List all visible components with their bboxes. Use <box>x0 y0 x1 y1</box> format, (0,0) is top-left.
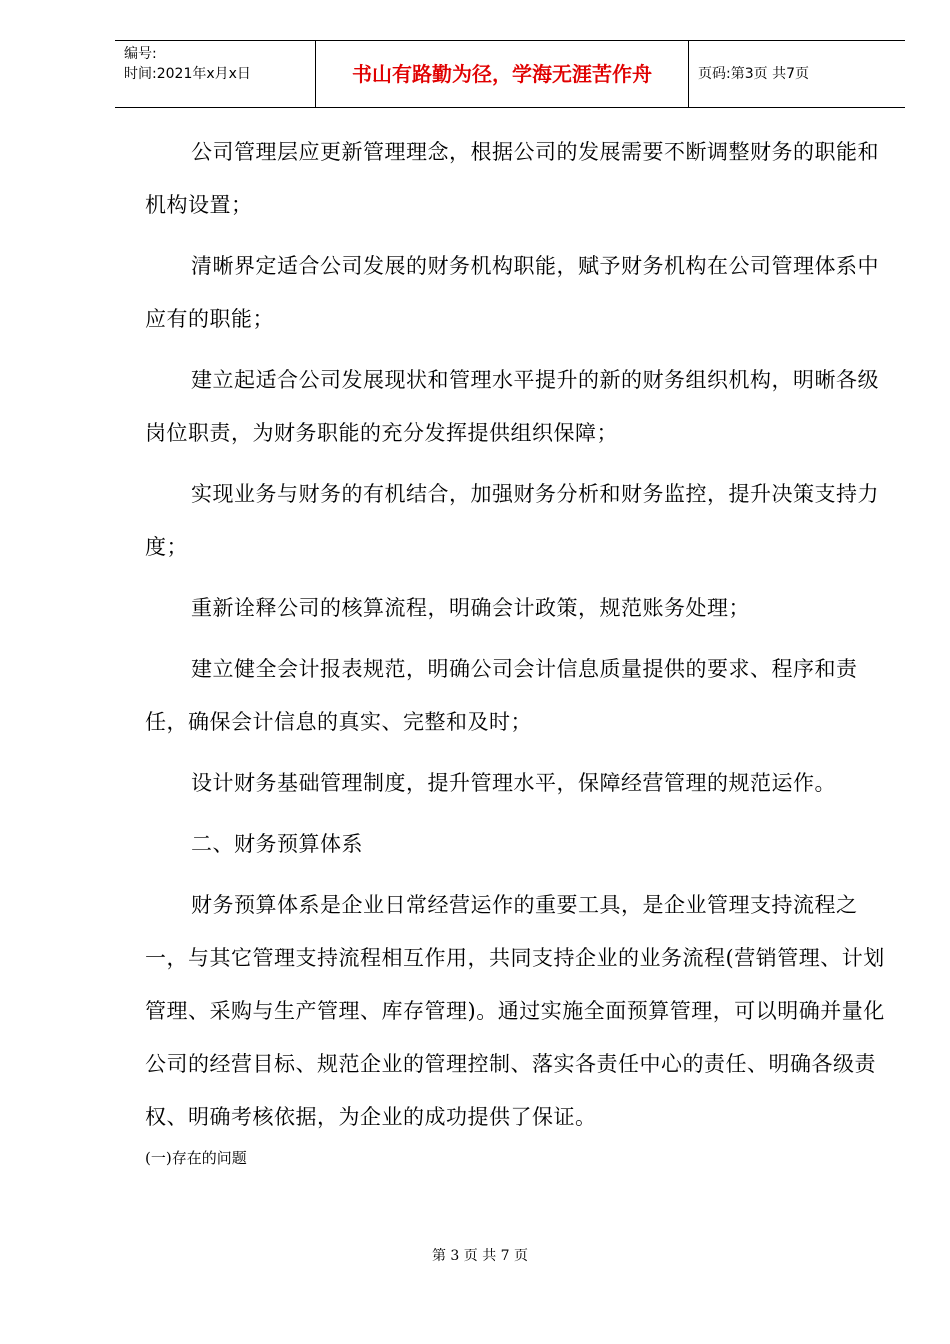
paragraph: 公司管理层应更新管理理念，根据公司的发展需要不断调整财务的职能和机构设置； <box>145 140 879 217</box>
page-footer: 第 3 页 共 7 页 <box>431 1248 529 1264</box>
document-date: 时间:2021年x月x日 <box>124 66 251 82</box>
header-motto: 书山有路勤为径，学海无涯苦作舟 <box>315 41 689 107</box>
section-heading: 二、财务预算体系 <box>191 832 363 856</box>
paragraph: 设计财务基础管理制度，提升管理水平，保障经营管理的规范运作。 <box>191 771 836 795</box>
page-header <box>115 40 905 108</box>
header-meta <box>115 41 315 107</box>
paragraph: 财务预算体系是企业日常经营运作的重要工具，是企业管理支持流程之一，与其它管理支持流程相互作用，共同支持企业的业务流程(营销管理、计划管理、采购与生产管理、库存管理)。通过实施全面预算管理，可以明确并量化公司的经营目标、规范企业的管理控制、落实各责任中心的责任、明确各级责权、明确考核依据，为企业的成功提供了保证。 <box>145 893 885 1129</box>
document-number-label: 编号: <box>124 46 157 62</box>
paragraph: 实现业务与财务的有机结合，加强财务分析和财务监控，提升决策支持力度； <box>145 482 879 559</box>
header-page-info: 页码:第3页 共7页 <box>698 66 809 82</box>
document-body <box>145 126 895 1144</box>
subsection-heading: (一)存在的问题 <box>145 1149 247 1167</box>
paragraph: 建立健全会计报表规范，明确公司会计信息质量提供的要求、程序和责任，确保会计信息的真实、完整和及时； <box>145 657 858 734</box>
paragraph: 重新诠释公司的核算流程，明确会计政策，规范账务处理； <box>191 596 750 620</box>
paragraph: 建立起适合公司发展现状和管理水平提升的新的财务组织机构，明晰各级岗位职责，为财务职能的充分发挥提供组织保障； <box>145 368 879 445</box>
paragraph: 清晰界定适合公司发展的财务机构职能，赋予财务机构在公司管理体系中应有的职能； <box>145 254 879 331</box>
